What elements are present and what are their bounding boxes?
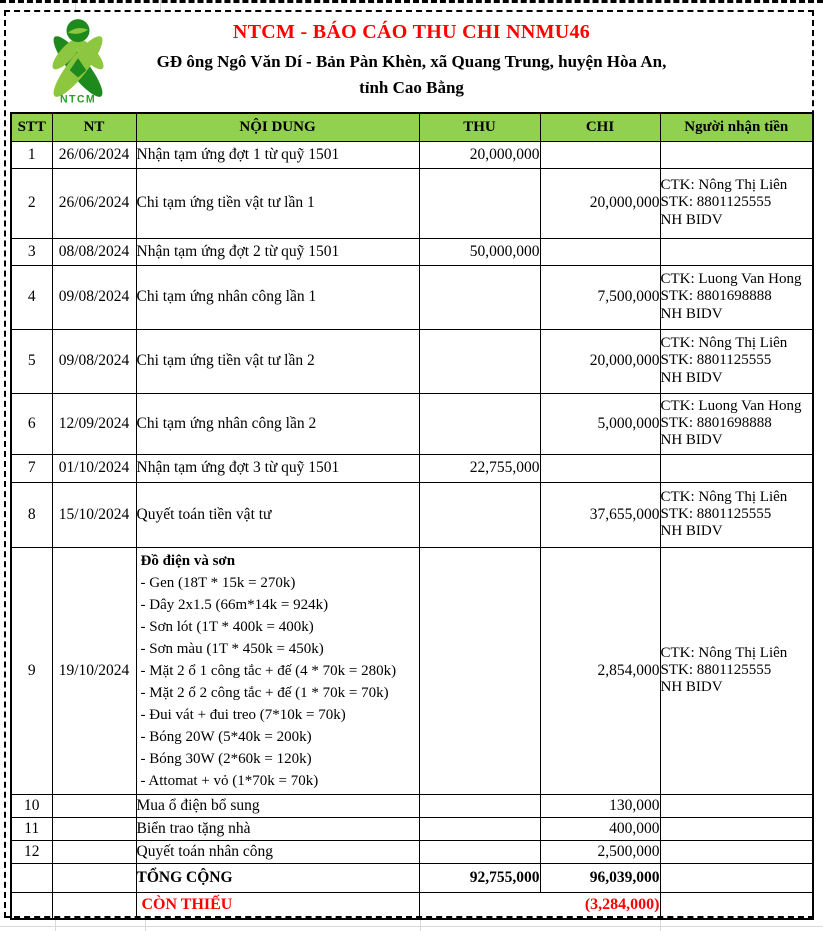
report-subtitle-line1: GĐ ông Ngô Văn Dí - Bản Pàn Khèn, xã Quang Trung, huyện Hòa An, bbox=[156, 52, 667, 71]
table-row bbox=[11, 329, 813, 393]
table-row bbox=[11, 265, 813, 329]
cell-date: 19/10/2024 bbox=[52, 547, 136, 794]
cell-stt bbox=[11, 892, 52, 919]
cell-recipient bbox=[660, 265, 813, 329]
cell-thu bbox=[419, 265, 540, 329]
detail-line: - Gen (18T * 15k = 270k) bbox=[140, 574, 296, 591]
cell-recipient bbox=[660, 393, 813, 454]
column-header-nt: NT bbox=[52, 113, 136, 141]
cell-recipient bbox=[660, 168, 813, 238]
cell-thu: 50,000,000 bbox=[419, 238, 540, 265]
cell-stt: 5 bbox=[11, 329, 52, 393]
column-header-stt: STT bbox=[11, 113, 52, 141]
cell-description: Chi tạm ứng nhân công lần 2 bbox=[136, 393, 419, 454]
total-row bbox=[11, 863, 813, 892]
recipient-line: STK: 8801125555 bbox=[660, 505, 772, 522]
recipient-line: NH BIDV bbox=[660, 523, 723, 540]
table-row bbox=[11, 238, 813, 265]
cell-thu: 22,755,000 bbox=[419, 454, 540, 482]
cell-stt: 11 bbox=[11, 817, 52, 840]
cell-description: Chi tạm ứng nhân công lần 1 bbox=[136, 265, 419, 329]
logo-text: NTCM bbox=[59, 93, 97, 106]
cell-thu bbox=[419, 794, 540, 817]
column-header-thu: THU bbox=[419, 113, 540, 141]
cell-thu bbox=[419, 547, 540, 794]
cell-date: 08/08/2024 bbox=[52, 238, 136, 265]
recipient-line: NH BIDV bbox=[660, 305, 723, 322]
cell-chi: 5,000,000 bbox=[540, 393, 660, 454]
cell-recipient bbox=[660, 482, 813, 547]
cell-stt: 8 bbox=[11, 482, 52, 547]
cell-description: Nhận tạm ứng đợt 2 từ quỹ 1501 bbox=[136, 238, 419, 265]
recipient-line: STK: 8801125555 bbox=[660, 661, 772, 678]
cell-date bbox=[52, 840, 136, 863]
table-row bbox=[11, 817, 813, 840]
cell-date: 26/06/2024 bbox=[52, 168, 136, 238]
cell-recipient bbox=[660, 329, 813, 393]
cell-stt: 6 bbox=[11, 393, 52, 454]
cell-stt: 12 bbox=[11, 840, 52, 863]
cell-chi: 20,000,000 bbox=[540, 168, 660, 238]
cell-chi bbox=[540, 238, 660, 265]
cell-date bbox=[52, 817, 136, 840]
table-header-row bbox=[11, 113, 813, 141]
cell-description: Quyết toán tiền vật tư bbox=[136, 482, 419, 547]
detail-line: - Sơn màu (1T * 450k = 450k) bbox=[140, 640, 324, 657]
cell-recipient bbox=[660, 840, 813, 863]
cell-date: 09/08/2024 bbox=[52, 265, 136, 329]
total-chi: 96,039,000 bbox=[540, 863, 660, 892]
cell-chi: 20,000,000 bbox=[540, 329, 660, 393]
gridline bbox=[0, 926, 823, 927]
cell-stt: 9 bbox=[11, 547, 52, 794]
cell-stt: 4 bbox=[11, 265, 52, 329]
cell-thu bbox=[419, 817, 540, 840]
cell-description: Nhận tạm ứng đợt 1 từ quỹ 1501 bbox=[136, 141, 419, 168]
recipient-line: STK: 8801125555 bbox=[660, 194, 772, 211]
cell-description: Chi tạm ứng tiền vật tư lần 2 bbox=[136, 329, 419, 393]
table-row bbox=[11, 454, 813, 482]
cell-date: 26/06/2024 bbox=[52, 141, 136, 168]
recipient-line: NH BIDV bbox=[660, 211, 723, 228]
table-row bbox=[11, 840, 813, 863]
cell-stt: 1 bbox=[11, 141, 52, 168]
cell-chi: 7,500,000 bbox=[540, 265, 660, 329]
cell-date: 09/08/2024 bbox=[52, 329, 136, 393]
recipient-line: CTK: Nông Thị Liên bbox=[660, 177, 788, 194]
cell-thu bbox=[419, 393, 540, 454]
cell-stt bbox=[11, 863, 52, 892]
cell-chi: 130,000 bbox=[540, 794, 660, 817]
cell-stt: 3 bbox=[11, 238, 52, 265]
cell-stt: 10 bbox=[11, 794, 52, 817]
cell-thu bbox=[419, 329, 540, 393]
recipient-line: CTK: Nông Thị Liên bbox=[660, 488, 788, 505]
recipient-line: NH BIDV bbox=[660, 369, 723, 386]
cell-date bbox=[52, 794, 136, 817]
cell-description: Nhận tạm ứng đợt 3 từ quỹ 1501 bbox=[136, 454, 419, 482]
cell-description: Quyết toán nhân công bbox=[136, 840, 419, 863]
detail-line: - Mặt 2 ổ 1 công tắc + đế (4 * 70k = 280k) bbox=[140, 662, 397, 679]
cell-chi: 37,655,000 bbox=[540, 482, 660, 547]
total-label: TỔNG CỘNG bbox=[136, 863, 419, 892]
cell-recipient bbox=[660, 238, 813, 265]
cell-recipient bbox=[660, 547, 813, 794]
table-row bbox=[11, 168, 813, 238]
cell-description: Chi tạm ứng tiền vật tư lần 1 bbox=[136, 168, 419, 238]
thu-chi-table bbox=[10, 112, 814, 920]
total-thu: 92,755,000 bbox=[419, 863, 540, 892]
cell-description bbox=[136, 547, 419, 794]
cell-chi: 400,000 bbox=[540, 817, 660, 840]
table-row bbox=[11, 393, 813, 454]
recipient-line: STK: 8801698888 bbox=[660, 288, 772, 305]
detail-line: - Bóng 20W (5*40k = 200k) bbox=[140, 728, 312, 745]
cell-date: 15/10/2024 bbox=[52, 482, 136, 547]
cell-stt: 7 bbox=[11, 454, 52, 482]
recipient-line: CTK: Luong Van Hong bbox=[660, 271, 802, 288]
recipient-line: STK: 8801125555 bbox=[660, 352, 772, 369]
recipient-line: STK: 8801698888 bbox=[660, 414, 772, 431]
cell-recipient bbox=[660, 817, 813, 840]
table-row bbox=[11, 141, 813, 168]
recipient-line: CTK: Nông Thị Liên bbox=[660, 644, 788, 661]
cell-date: 01/10/2024 bbox=[52, 454, 136, 482]
deficit-value: (3,284,000) bbox=[419, 892, 660, 919]
detail-title: Đồ điện và sơn bbox=[140, 552, 236, 569]
report-subtitle-line2: tỉnh Cao Bằng bbox=[359, 78, 464, 97]
cell-chi bbox=[540, 454, 660, 482]
detail-line: - Sơn lót (1T * 400k = 400k) bbox=[140, 618, 314, 635]
detail-line: - Dây 2x1.5 (66m*14k = 924k) bbox=[140, 596, 329, 613]
recipient-line: CTK: Luong Van Hong bbox=[660, 397, 802, 414]
table-row-detail bbox=[11, 547, 813, 794]
cell-date bbox=[52, 863, 136, 892]
recipient-line: NH BIDV bbox=[660, 679, 723, 696]
cell-thu bbox=[419, 840, 540, 863]
cell-chi bbox=[540, 141, 660, 168]
cell-thu bbox=[419, 168, 540, 238]
page-break-line-top bbox=[0, 0, 823, 3]
table-row bbox=[11, 794, 813, 817]
cell-recipient bbox=[660, 141, 813, 168]
cell-recipient bbox=[660, 863, 813, 892]
cell-recipient bbox=[660, 892, 813, 919]
deficit-label: CÒN THIẾU bbox=[136, 892, 419, 919]
column-header-nguoi-nhan: Người nhận tiền bbox=[660, 113, 813, 141]
detail-line: - Attomat + vỏ (1*70k = 70k) bbox=[140, 772, 319, 789]
recipient-line: NH BIDV bbox=[660, 432, 723, 449]
cell-chi: 2,500,000 bbox=[540, 840, 660, 863]
cell-date bbox=[52, 892, 136, 919]
report-title: NTCM - BÁO CÁO THU CHI NNMU46 bbox=[232, 21, 591, 43]
column-header-chi: CHI bbox=[540, 113, 660, 141]
cell-description: Biển trao tặng nhà bbox=[136, 817, 419, 840]
cell-date: 12/09/2024 bbox=[52, 393, 136, 454]
cell-description: Mua ổ điện bổ sung bbox=[136, 794, 419, 817]
recipient-line: CTK: Nông Thị Liên bbox=[660, 335, 788, 352]
detail-line: - Bóng 30W (2*60k = 120k) bbox=[140, 750, 312, 767]
detail-line: - Mặt 2 ổ 2 công tắc + đế (1 * 70k = 70k) bbox=[140, 684, 389, 701]
cell-stt: 2 bbox=[11, 168, 52, 238]
cell-recipient bbox=[660, 794, 813, 817]
cell-thu: 20,000,000 bbox=[419, 141, 540, 168]
table-row bbox=[11, 482, 813, 547]
cell-thu bbox=[419, 482, 540, 547]
deficit-row bbox=[11, 892, 813, 919]
column-header-noi-dung: NỘI DUNG bbox=[136, 113, 419, 141]
cell-recipient bbox=[660, 454, 813, 482]
detail-line: - Đui vát + đui treo (7*10k = 70k) bbox=[140, 706, 346, 723]
cell-chi: 2,854,000 bbox=[540, 547, 660, 794]
